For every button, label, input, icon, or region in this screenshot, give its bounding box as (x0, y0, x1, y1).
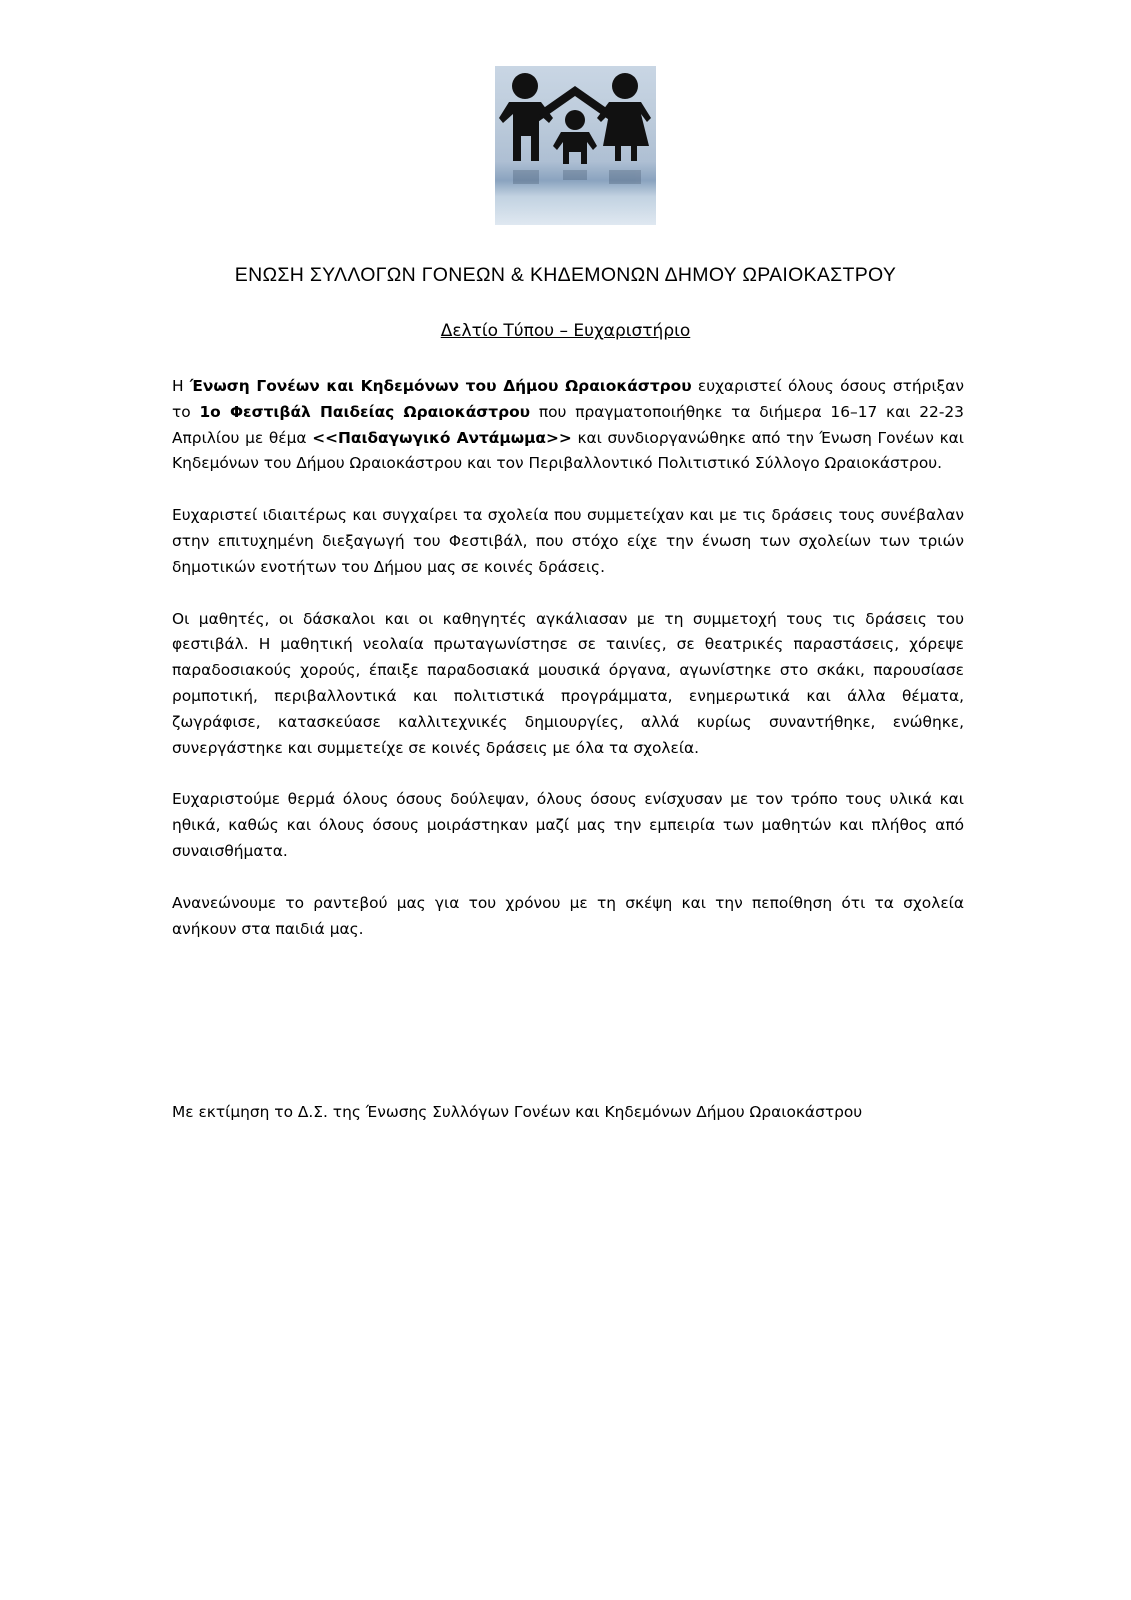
paragraph-1 (172, 374, 964, 477)
p1-bold-3: <<Παιδαγωγικό Αντάμωμα>> (312, 428, 572, 447)
p1-text-1: Η (172, 377, 190, 395)
p1-text-3: που πραγματοποιήθηκε τα διήμερα 16–17 και 22-23 Απριλίου με θέμα (172, 402, 964, 447)
p1-bold-2: 1ο Φεστιβάλ Παιδείας Ωραιοκάστρου (199, 402, 531, 421)
family-house-icon (495, 66, 656, 225)
p1-bold-1: Ένωση Γονέων και Κηδεμόνων του Δήμου Ωραιοκάστρου (189, 377, 692, 395)
paragraph-4: Ευχαριστούμε θερμά όλους όσους δούλεψαν, όλους όσους ενίσχυσαν με τον τρόπο τους υλικά και ηθικά, καθώς και όλους όσους μοιράστηκαν μαζί μας την εμπειρία των μαθητών και πλήθος από συναισθήματα. (172, 790, 964, 860)
p1-text-4: και συνδιοργανώθηκε από την Ένωση Γονέων και Κηδεμόνων του Δήμου Ωραιοκάστρου και τον Περιβαλλοντικό Πολιτιστικό Σύλλογο Ωραιοκάστρου. (172, 428, 965, 473)
p1-text-2: ευχαριστεί όλους όσους στήριξαν το (172, 377, 964, 421)
organization-heading: ΕΝΩΣΗ ΣΥΛΛΟΓΩΝ ΓΟΝΕΩΝ & ΚΗΔΕΜΟΝΩΝ ΔΗΜΟΥ ΩΡΑΙΟΚΑΣΤΡΟΥ (234, 264, 897, 286)
paragraph-2: Ευχαριστεί ιδιαιτέρως και συγχαίρει τα σχολεία που συμμετείχαν και με τις δράσεις τους συνέβαλαν στην επιτυχημένη διεξαγωγή του Φεστιβάλ, που στόχο είχε την ένωση των σχολείων των τριών δημοτικών ενοτήτων του Δήμου μας σε κοινές δράσεις. (172, 506, 964, 576)
closing-signature: Με εκτίμηση το Δ.Σ. της Ένωσης Συλλόγων Γονέων και Κηδεμόνων Δήμου Ωραιοκάστρου (172, 1103, 863, 1121)
document-title: Δελτίο Τύπου – Ευχαριστήριο (440, 321, 691, 341)
paragraph-5: Ανανεώνουμε το ραντεβού μας για του χρόνου με τη σκέψη και την πεποίθηση ότι τα σχολεία ανήκουν στα παιδιά μας. (172, 893, 964, 938)
document-body (172, 374, 964, 968)
paragraph-3: Οι μαθητές, οι δάσκαλοι και οι καθηγητές αγκάλιασαν με τη συμμετοχή τους τις δράσεις του φεστιβάλ. Η μαθητική νεολαία πρωταγωνίστησε σε ταινίες, σε θεατρικές παραστάσεις, χόρεψε παραδοσιακούς χορούς, έπαιξε παραδοσιακά μουσικά όργανα, αγωνίστηκε στο σκάκι, παρουσίασε ρομποτική, περιβαλλοντικά και πολιτιστικά προγράμματα, ενημερωτικά και άλλα θέματα, ζωγράφισε, κατασκεύασε καλλιτεχνικές δημιουργίες, αλλά κυρίως συναντήθηκε, ενώθηκε, συνεργάστηκε και συμμετείχε σε κοινές δράσεις με όλα τα σχολεία. (172, 609, 964, 757)
